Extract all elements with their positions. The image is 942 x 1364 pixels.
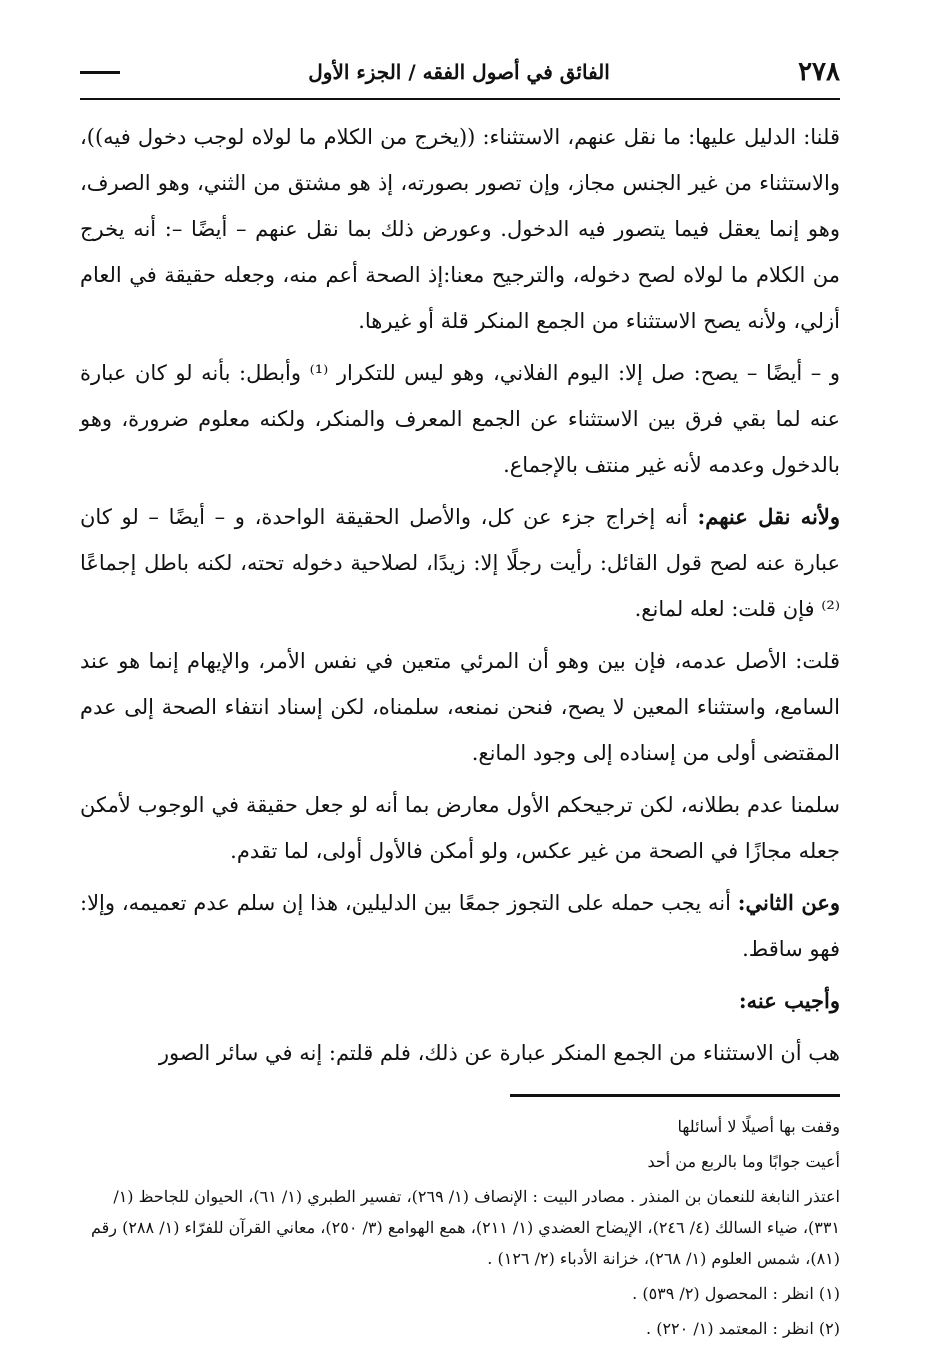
header-rule	[80, 71, 120, 74]
footnote-divider	[510, 1094, 840, 1097]
paragraph: قلنا: الدليل عليها: ما نقل عنهم، الاستثناء: ((يخرج من الكلام ما لولاه لوجب دخول فيه))، والاستثناء من غير الجنس مجاز، وإن تصور بصورته، إذ هو مشتق من الثني، وهو الصرف، وهو إنما يعقل فيما يتصور فيه الدخول. وعورض ذلك بما نقل عنهم – أيضًا –: أنه يخرج من الكلام ما لولاه لصح دخوله، والترجيح معنا:إذ الصحة أعم منه، وجعله حقيقة في العام أزلي، ولأنه يصح الاستثناء من الجمع المنكر قلة أو غيرها.	[80, 125, 840, 333]
verse-line-1: وقفت بها أصيلًا لا أسائلها	[677, 1117, 840, 1136]
paragraph: وعن الثاني: أنه يجب حمله على التجوز جمعًا بين الدليلين، هذا إن سلم عدم تعميمه، وإلا: فهو ساقط.	[80, 890, 840, 961]
footnote-2: (٢) انظر : المعتمد (١/ ٢٢٠) .	[646, 1319, 840, 1338]
paragraph: وأجيب عنه:	[738, 988, 840, 1013]
footnote-1: (١) انظر : المحصول (٢/ ٥٣٩) .	[632, 1284, 840, 1303]
page-header	[80, 52, 840, 100]
paragraph: هب أن الاستثناء من الجمع المنكر عبارة عن ذلك، فلم قلتم: إنه في سائر الصور	[158, 1041, 840, 1065]
page-number: ٢٧٨	[798, 57, 840, 87]
footnotes	[80, 1111, 840, 1344]
paragraph: سلمنا عدم بطلانه، لكن ترجيحكم الأول معارض بما أنه لو جعل حقيقة في الوجوب لأمكن جعله مجازًا في الصحة من غير عكس، ولو أمكن فالأول أولى، لما تقدم.	[80, 793, 840, 863]
verse-sources: اعتذر النابغة للنعمان بن المنذر . مصادر البيت : الإنصاف (١/ ٢٦٩)، تفسير الطبري (١/ ٦١)، الحيوان للجاحظ (١/ ٣٣١)، ضياء السالك (٤/ ٢٤٦)، الإيضاح العضدي (١/ ٢١١)، همع الهوامع (٣/ ٢٥٠)، معاني القرآن للفرّاء (١/ ٢٨٨) رقم (٨١)، شمس العلوم (١/ ٢٦٨)، خزانة الأدباء (٢/ ١٢٦) .	[90, 1187, 840, 1268]
book-title: الفائق في أصول الفقه / الجزء الأول	[308, 60, 610, 84]
paragraph: و – أيضًا – يصح: صل إلا: اليوم الفلاني، وهو ليس للتكرار ⁽¹⁾ وأبطل: بأنه لو كان عبارة عنه لما بقي فرق بين الاستثناء عن الجمع المعرف والمنكر، ولكنه معلوم ضرورة، وهو بالدخول وعدمه لأنه غير منتف بالإجماع.	[80, 361, 840, 477]
verse-line-2: أعيت جوابًا وما بالربع من أحد	[647, 1152, 840, 1171]
book-page	[80, 52, 840, 1348]
paragraph: ولأنه نقل عنهم: أنه إخراج جزء عن كل، والأصل الحقيقة الواحدة، و – أيضًا – لو كان عبارة عنه لصح قول القائل: رأيت رجلًا إلا: زيدًا، لصلاحية دخوله تحته، لكنه باطل إجماعًا ⁽²⁾ فإن قلت: لعله لمانع.	[80, 504, 840, 621]
main-text	[80, 114, 840, 1076]
paragraph: قلت: الأصل عدمه، فإن بين وهو أن المرئي متعين في نفس الأمر، والإيهام إنما هو عند السامع، واستثناء المعين لا يصح، فنحن نمنعه، سلمناه، لكن إسناد انتفاء الصحة إلى عدم المقتضى أولى من إسناده إلى وجود المانع.	[80, 649, 840, 765]
